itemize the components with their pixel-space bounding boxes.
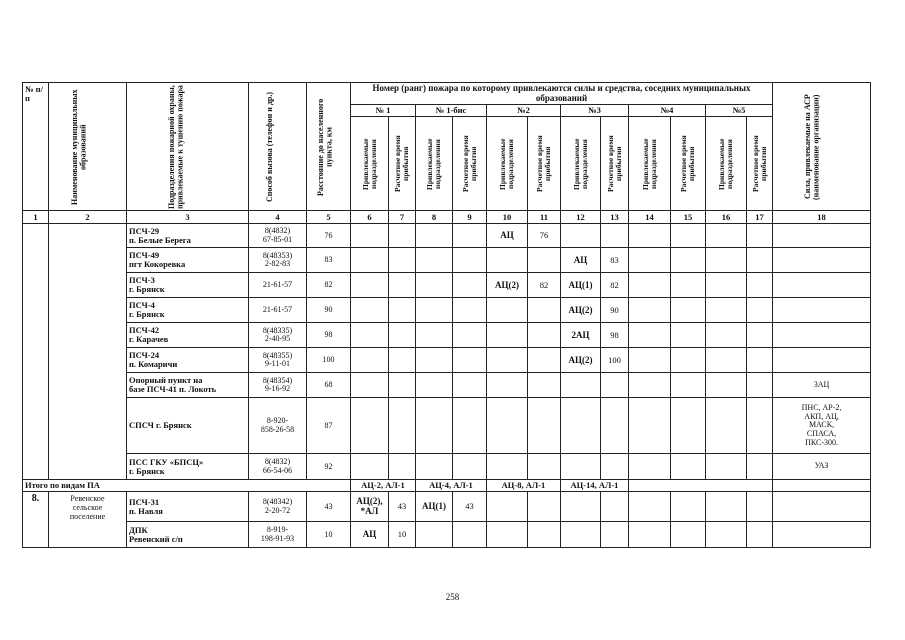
r5t-cell (747, 454, 773, 480)
total-rank-1bis: АЦ-4, АЛ-1 (416, 480, 487, 492)
dist-cell: 92 (307, 454, 351, 480)
header-sub-time: Расчетное время прибытия (671, 117, 706, 211)
r2u-cell (487, 323, 528, 348)
r4t-cell (671, 454, 706, 480)
header-sub-time: Расчетное время прибытия (747, 117, 773, 211)
column-number: 18 (773, 211, 871, 224)
header-col-call-method: Способ вызова (телефон и др.) (249, 83, 307, 211)
dist-cell: 68 (307, 373, 351, 398)
table-row (23, 398, 871, 454)
unit-cell: ПСЧ-31 п. Навля (127, 492, 249, 522)
r1t-cell (389, 373, 416, 398)
column-number: 1 (23, 211, 49, 224)
header-sub-units: Привлекаемые подразделения (351, 117, 389, 211)
r3u-cell (561, 398, 601, 454)
unit-cell: ПСЧ-42 г. Карачев (127, 323, 249, 348)
r2u-cell (487, 398, 528, 454)
r4t-cell (671, 273, 706, 298)
r4t-cell (671, 323, 706, 348)
r1bu-cell (416, 522, 453, 548)
empty-cell (747, 492, 773, 522)
r3u-cell: АЦ(1) (561, 273, 601, 298)
total-rank-1: АЦ-2, АЛ-1 (351, 480, 416, 492)
fire-forces-table (22, 82, 871, 548)
totals-row (23, 480, 871, 492)
empty-cell (601, 522, 629, 548)
asr-cell (773, 273, 871, 298)
r1bt-cell (453, 323, 487, 348)
r2t-cell: 82 (528, 273, 561, 298)
r1u-cell (351, 348, 389, 373)
r1bt-cell (453, 248, 487, 273)
r1t-cell (389, 224, 416, 248)
r4t-cell (671, 224, 706, 248)
r1u-cell (351, 373, 389, 398)
table-row (23, 492, 871, 522)
empty-cell (528, 522, 561, 548)
column-numbers-row (23, 211, 871, 224)
r5u-cell (706, 398, 747, 454)
r1bt-cell (453, 522, 487, 548)
header-col-asr: Сила, привлекаемые на АСР (наименование организации) (773, 83, 871, 211)
r2u-cell (487, 373, 528, 398)
unit-cell: ПСЧ-24 п. Комаричи (127, 348, 249, 373)
way-cell: 21-61-57 (249, 298, 307, 323)
dist-cell: 90 (307, 298, 351, 323)
header-col-number: № п/п (23, 83, 49, 211)
r5u-cell (706, 323, 747, 348)
r4t-cell (671, 373, 706, 398)
unit-cell: Опорный пункт на базе ПСЧ-41 п. Локоть (127, 373, 249, 398)
r1bt-cell (453, 224, 487, 248)
table-row (23, 373, 871, 398)
header-sub-units: Привлекаемые подразделения (487, 117, 528, 211)
r3u-cell: АЦ (561, 248, 601, 273)
dist-cell: 98 (307, 323, 351, 348)
r3t-cell (601, 373, 629, 398)
r3u-cell: 2АЦ (561, 323, 601, 348)
column-number: 12 (561, 211, 601, 224)
empty-cell (629, 522, 671, 548)
r2t-cell (528, 398, 561, 454)
empty-cell (747, 522, 773, 548)
r2t-cell (528, 323, 561, 348)
municipality-cell: Ревенское сельское поселение (49, 492, 127, 548)
r1bu-cell (416, 323, 453, 348)
table-row (23, 224, 871, 248)
r3t-cell (601, 224, 629, 248)
total-empty (629, 480, 773, 492)
header-sub-time: Расчетное время прибытия (453, 117, 487, 211)
table-row (23, 522, 871, 548)
total-empty (773, 480, 871, 492)
empty-cell (629, 492, 671, 522)
r4u-cell (629, 348, 671, 373)
r1t-cell (389, 398, 416, 454)
r5u-cell (706, 348, 747, 373)
way-cell: 8(48355) 9-11-01 (249, 348, 307, 373)
r3t-cell: 83 (601, 248, 629, 273)
dist-cell: 100 (307, 348, 351, 373)
unit-cell: ПСС ГКУ «БПСЦ» г. Брянск (127, 454, 249, 480)
r5t-cell (747, 373, 773, 398)
r5t-cell (747, 273, 773, 298)
r1bt-cell: 43 (453, 492, 487, 522)
r4u-cell (629, 273, 671, 298)
way-cell: 8(48342) 2-20-72 (249, 492, 307, 522)
asr-cell (773, 298, 871, 323)
header-rank-group: Номер (ранг) пожара по которому привлекаются силы и средства, соседних муниципальных образований (351, 83, 773, 105)
r4u-cell (629, 248, 671, 273)
r5u-cell (706, 273, 747, 298)
r5t-cell (747, 248, 773, 273)
column-number: 9 (453, 211, 487, 224)
unit-cell: ПСЧ-49 пгт Кокоревка (127, 248, 249, 273)
way-cell: 8-920- 858-26-58 (249, 398, 307, 454)
r1bt-cell (453, 373, 487, 398)
r1bu-cell (416, 224, 453, 248)
table-row (23, 273, 871, 298)
r3t-cell: 82 (601, 273, 629, 298)
asr-cell (773, 248, 871, 273)
unit-cell: ПСЧ-4 г. Брянск (127, 298, 249, 323)
r4u-cell (629, 373, 671, 398)
r1t-cell (389, 248, 416, 273)
r5t-cell (747, 298, 773, 323)
r5t-cell (747, 224, 773, 248)
table-row (23, 323, 871, 348)
r3u-cell (561, 224, 601, 248)
r1u-cell (351, 323, 389, 348)
asr-cell: УАЗ (773, 454, 871, 480)
r2t-cell (528, 248, 561, 273)
r4t-cell (671, 298, 706, 323)
empty-cell (671, 492, 706, 522)
empty-cell (671, 522, 706, 548)
unit-cell: СПСЧ г. Брянск (127, 398, 249, 454)
total-rank-3: АЦ-14, АЛ-1 (561, 480, 629, 492)
r1t-cell (389, 454, 416, 480)
r1bu-cell (416, 348, 453, 373)
totals-label: Итого по видам ПА (23, 480, 351, 492)
r2u-cell (487, 454, 528, 480)
way-cell: 21-61-57 (249, 273, 307, 298)
r3u-cell (561, 454, 601, 480)
r2u-cell: АЦ (487, 224, 528, 248)
r5t-cell (747, 348, 773, 373)
r1u-cell: АЦ(2), *АЛ (351, 492, 389, 522)
r1bu-cell (416, 273, 453, 298)
column-number: 14 (629, 211, 671, 224)
r1u-cell (351, 224, 389, 248)
r5u-cell (706, 224, 747, 248)
empty-cell (487, 492, 528, 522)
r2t-cell (528, 373, 561, 398)
row-number-cell (23, 224, 49, 480)
asr-cell: ПНС, АР-2, АКП, АЦ, МАСК, СПАСА, ПКС-300. (773, 398, 871, 454)
empty-cell (487, 522, 528, 548)
header-rank-2: №2 (487, 105, 561, 117)
r3u-cell: АЦ(2) (561, 298, 601, 323)
header-col-units: Подразделения пожарной охраны, привлекаемые к тушению пожара (127, 83, 249, 211)
r4u-cell (629, 323, 671, 348)
empty-cell (773, 492, 871, 522)
column-number: 5 (307, 211, 351, 224)
r2t-cell (528, 348, 561, 373)
r1u-cell (351, 248, 389, 273)
column-number: 13 (601, 211, 629, 224)
r1bu-cell (416, 454, 453, 480)
way-cell: 8-919- 198-91-93 (249, 522, 307, 548)
empty-cell (773, 522, 871, 548)
r5t-cell (747, 398, 773, 454)
r1t-cell (389, 298, 416, 323)
column-number: 6 (351, 211, 389, 224)
dist-cell: 43 (307, 492, 351, 522)
header-col-distance: Расстояние до населенного пункта, км (307, 83, 351, 211)
r1bt-cell (453, 298, 487, 323)
header-col-municipality: Наименование муниципальных образований (49, 83, 127, 211)
empty-cell (561, 492, 601, 522)
column-number: 3 (127, 211, 249, 224)
r1u-cell (351, 398, 389, 454)
r4t-cell (671, 398, 706, 454)
r1bu-cell: АЦ(1) (416, 492, 453, 522)
dist-cell: 76 (307, 224, 351, 248)
municipality-cell (49, 224, 127, 480)
header-sub-units: Привлекаемые подразделения (416, 117, 453, 211)
column-number: 2 (49, 211, 127, 224)
column-number: 10 (487, 211, 528, 224)
header-rank-4: №4 (629, 105, 706, 117)
r3t-cell (601, 454, 629, 480)
r2t-cell (528, 454, 561, 480)
dist-cell: 10 (307, 522, 351, 548)
r2u-cell (487, 348, 528, 373)
r1t-cell (389, 273, 416, 298)
table-row (23, 454, 871, 480)
table-row (23, 248, 871, 273)
r3t-cell (601, 398, 629, 454)
unit-cell: ПСЧ-29 п. Белые Берега (127, 224, 249, 248)
r4t-cell (671, 248, 706, 273)
r4u-cell (629, 454, 671, 480)
r1bu-cell (416, 248, 453, 273)
r1bt-cell (453, 273, 487, 298)
r4u-cell (629, 224, 671, 248)
r1bt-cell (453, 398, 487, 454)
asr-cell (773, 348, 871, 373)
asr-cell: 3АЦ (773, 373, 871, 398)
header-rank-1bis: № 1-бис (416, 105, 487, 117)
empty-cell (561, 522, 601, 548)
r3u-cell (561, 373, 601, 398)
r2t-cell (528, 298, 561, 323)
r3t-cell: 90 (601, 298, 629, 323)
dist-cell: 87 (307, 398, 351, 454)
r1u-cell (351, 273, 389, 298)
header-sub-time: Расчетное время прибытия (389, 117, 416, 211)
header-sub-time: Расчетное время прибытия (528, 117, 561, 211)
header-rank-5: №5 (706, 105, 773, 117)
r4u-cell (629, 398, 671, 454)
r4t-cell (671, 348, 706, 373)
header-rank-1: № 1 (351, 105, 416, 117)
r1u-cell (351, 298, 389, 323)
r2u-cell (487, 298, 528, 323)
r3t-cell: 98 (601, 323, 629, 348)
r1u-cell (351, 454, 389, 480)
r1bt-cell (453, 348, 487, 373)
r1bt-cell (453, 454, 487, 480)
r1bu-cell (416, 298, 453, 323)
header-sub-units: Привлекаемые подразделения (706, 117, 747, 211)
r1t-cell (389, 323, 416, 348)
header-sub-units: Привлекаемые подразделения (629, 117, 671, 211)
header-sub-units: Привлекаемые подразделения (561, 117, 601, 211)
r2u-cell (487, 248, 528, 273)
table-row (23, 348, 871, 373)
r1t-cell (389, 348, 416, 373)
column-number: 7 (389, 211, 416, 224)
column-number: 16 (706, 211, 747, 224)
r3u-cell: АЦ(2) (561, 348, 601, 373)
r5u-cell (706, 373, 747, 398)
r1t-cell: 10 (389, 522, 416, 548)
r5t-cell (747, 323, 773, 348)
unit-cell: ПСЧ-3 г. Брянск (127, 273, 249, 298)
page-number: 258 (445, 592, 460, 602)
column-number: 15 (671, 211, 706, 224)
r1bu-cell (416, 373, 453, 398)
r1t-cell: 43 (389, 492, 416, 522)
table-row (23, 298, 871, 323)
r5u-cell (706, 248, 747, 273)
way-cell: 8(4832) 67-85-01 (249, 224, 307, 248)
way-cell: 8(4832) 66-54-06 (249, 454, 307, 480)
asr-cell (773, 224, 871, 248)
row-number-cell: 8. (23, 492, 49, 548)
column-number: 8 (416, 211, 453, 224)
empty-cell (706, 522, 747, 548)
column-number: 17 (747, 211, 773, 224)
asr-cell (773, 323, 871, 348)
unit-cell: ДПК Ревенский с/п (127, 522, 249, 548)
dist-cell: 82 (307, 273, 351, 298)
header-rank-3: №3 (561, 105, 629, 117)
empty-cell (601, 492, 629, 522)
r3t-cell: 100 (601, 348, 629, 373)
way-cell: 8(48354) 9-16-92 (249, 373, 307, 398)
way-cell: 8(48353) 2-82-83 (249, 248, 307, 273)
header-sub-time: Расчетное время прибытия (601, 117, 629, 211)
r1bu-cell (416, 398, 453, 454)
way-cell: 8(48335) 2-40-95 (249, 323, 307, 348)
r4u-cell (629, 298, 671, 323)
column-number: 11 (528, 211, 561, 224)
r5u-cell (706, 298, 747, 323)
empty-cell (706, 492, 747, 522)
r5u-cell (706, 454, 747, 480)
total-rank-2: АЦ-8, АЛ-1 (487, 480, 561, 492)
empty-cell (528, 492, 561, 522)
r1u-cell: АЦ (351, 522, 389, 548)
dist-cell: 83 (307, 248, 351, 273)
r2u-cell: АЦ(2) (487, 273, 528, 298)
r2t-cell: 76 (528, 224, 561, 248)
column-number: 4 (249, 211, 307, 224)
